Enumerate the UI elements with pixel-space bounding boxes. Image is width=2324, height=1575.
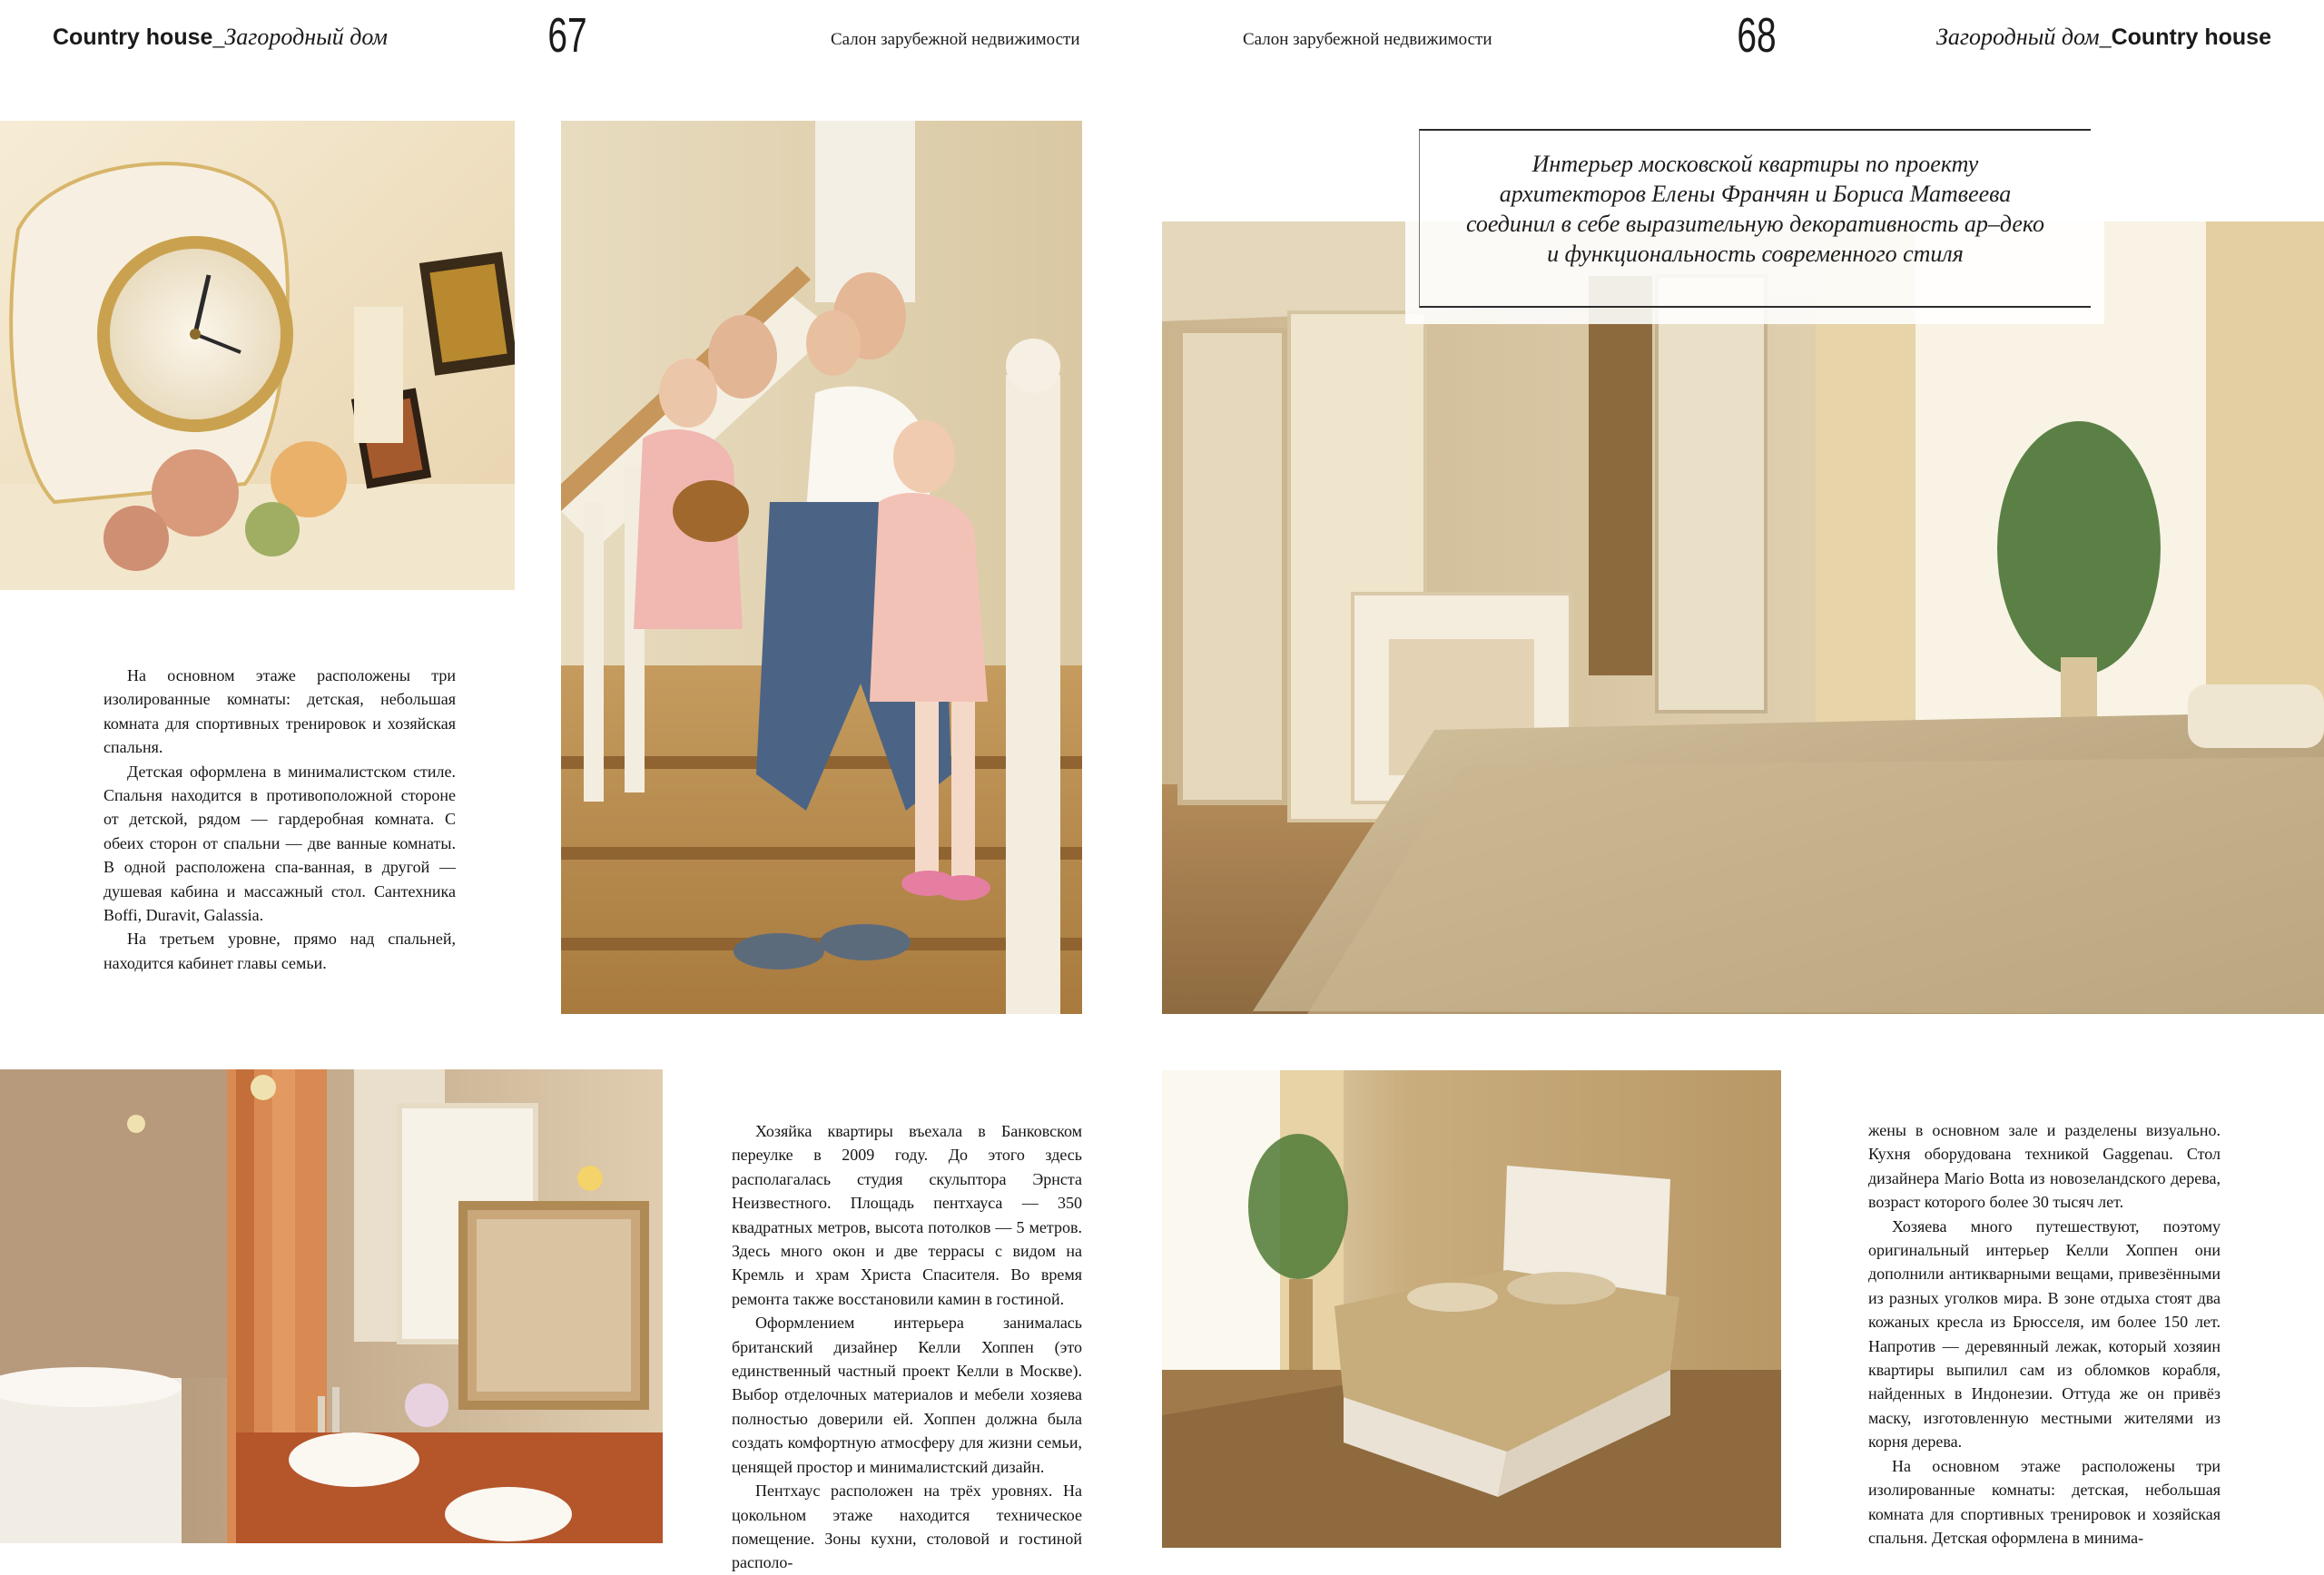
page-number-left: 67: [547, 8, 587, 63]
right-header-ru: Загородный дом_: [1936, 24, 2112, 50]
paragraph-continuation: жены в основном зале и разделены визуально. Кухня оборудована техникой Gaggenau. Стол дизайнера Mario Botta из новозеландского дерева, возраст которого более 30 тысяч лет.: [1868, 1121, 2221, 1212]
paragraph: На основном этаже расположены три изолированные комнаты: детская, небольшая комната для спортивных тренировок и хозяйская спальня. Детская оформлена в минима-: [1868, 1456, 2221, 1547]
paragraph: На основном этаже расположены три изолированные комнаты: детская, небольшая комната для спортивных тренировок и хозяйская спальня.: [103, 666, 456, 757]
paragraph: Детская оформлена в минималистском стиле. Спальня находится в противоположной стороне от детской, рядом — гардеробная комната. С обеих сторон от спальни — две ванные комнаты. В одной расположена спа-ванная, в другой — душевая кабина и массажный стол. Сантехника Boffi, Duravit, Galassia.: [103, 762, 456, 925]
left-header-en: Country house: [53, 25, 213, 50]
bedroom-photo-wide: [1162, 221, 2324, 1014]
quote-line-4: и функциональность современного стиля: [1547, 241, 1964, 267]
paragraph: Пентхаус расположен на трёх уровнях. На цокольном этаже находится техническое помещение. Зоны кухни, столовой и гостиной располо-: [732, 1481, 1082, 1572]
right-header-en: Country house: [2111, 25, 2271, 50]
quote-line-2: архитекторов Елены Франчян и Бориса Матвеева: [1499, 181, 2012, 207]
page-number-right: 68: [1737, 8, 1777, 63]
paragraph: Хозяева много путешествуют, поэтому оригинальный интерьер Келли Хоппен они дополнили антикварными вещами, привезёнными из разных уголков мира. В зоне отдыха стоят два кожаных кресла из Брюсселя, им более 150 лет. Напротив — деревянный лежак, который хозяин квартиры выпилил сам из обломков корабля, найденных в Индонезии. Оттуда же он привёз маску, изготовленную местными жителями из корня дерева.: [1868, 1216, 2221, 1452]
text-column-right-bottom: [1868, 1118, 2221, 1550]
bedroom-photo-bed: [1162, 1070, 1781, 1548]
left-running-head: [53, 24, 388, 51]
paragraph: На третьем уровне, прямо над спальней, находится кабинет главы семьи.: [103, 930, 456, 972]
quote-line-1: Интерьер московской квартиры по проекту: [1531, 151, 1979, 177]
pull-quote: [1419, 129, 2091, 308]
right-running-head: [1936, 24, 2271, 51]
bathroom-photo: [0, 1069, 663, 1543]
clock-photo: [0, 121, 515, 590]
text-column-left-bottom: [732, 1119, 1082, 1575]
quote-line-3: соединил в себе выразительную декоративность ар–деко: [1465, 211, 2045, 237]
paragraph: Хозяйка квартиры въехала в Банковском переулке в 2009 году. До этого здесь располагалась студия скульптора Эрнста Неизвестного. Площадь пентхауса — 350 квадратных метров, высота потолков — 5 метров. Здесь много окон и две террасы с видом на Кремль и храм Христа Спасителя. Во время ремонта также восстановили камин в гостиной.: [732, 1122, 1082, 1308]
section-title-right: Салон зарубежной недвижимости: [1243, 30, 1492, 49]
paragraph: Оформлением интерьера занималась британский дизайнер Келли Хоппен (это единственный частный проект Келли в Москве). Выбор отделочных материалов и мебели хозяева полностью доверили ей. Хоппен должна была создать комфортную атмосферу для жизни семьи, ценящей простор и минималистский дизайн.: [732, 1314, 1082, 1476]
left-header-ru: _Загородный дом: [212, 24, 388, 50]
section-title-left: Салон зарубежной недвижимости: [831, 30, 1080, 49]
text-column-left-top: [103, 664, 456, 975]
family-photo: [561, 121, 1082, 1014]
